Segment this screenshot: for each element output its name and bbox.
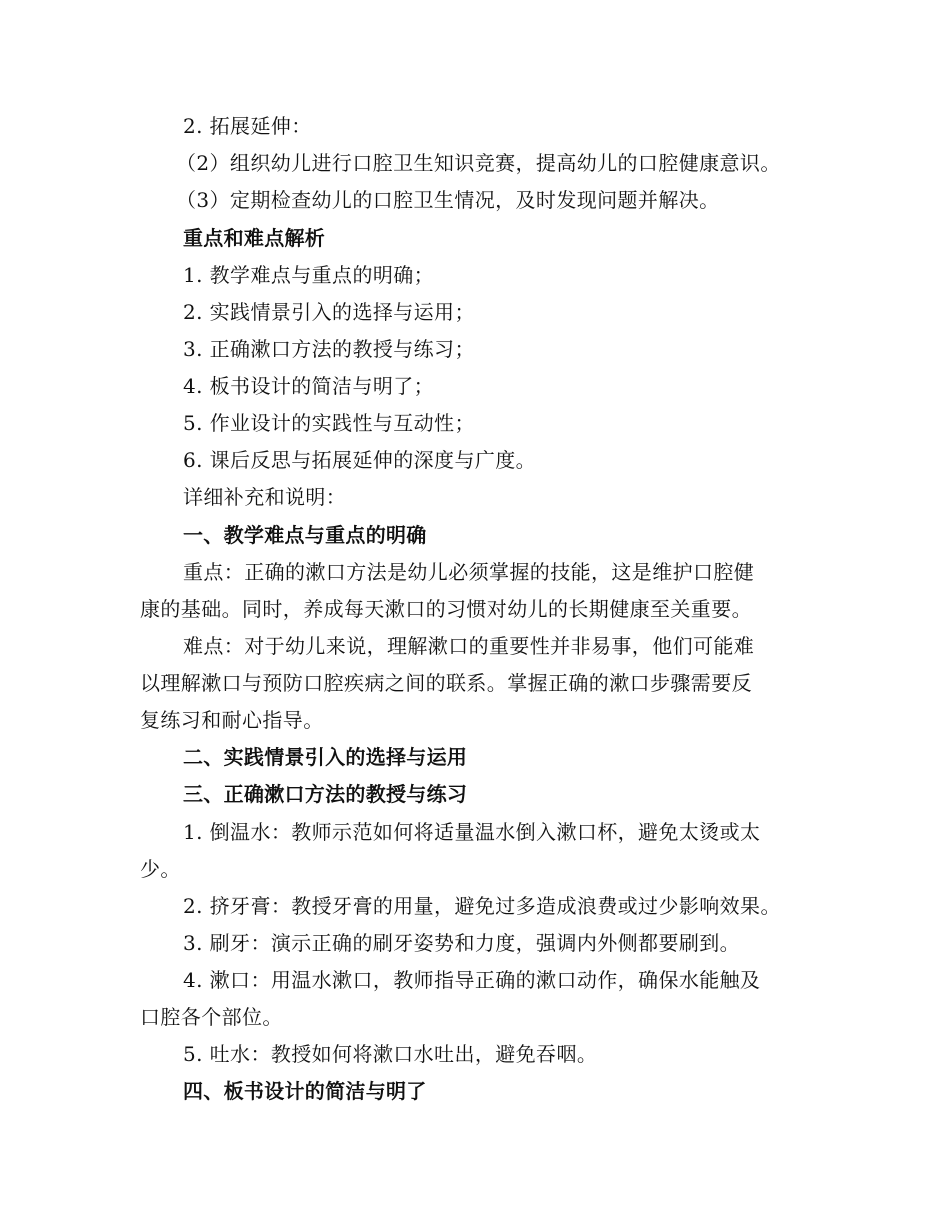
list-item: 4. 漱口：用温水漱口，教师指导正确的漱口动作，确保水能触及 xyxy=(183,968,761,992)
section-heading: 四、板书设计的简洁与明了 xyxy=(183,1079,427,1103)
section-heading: 重点和难点解析 xyxy=(183,226,326,250)
paragraph-line: 复练习和耐心指导。 xyxy=(140,708,324,732)
list-item: 5. 作业设计的实践性与互动性； xyxy=(183,411,475,435)
paragraph-line: 难点：对于幼儿来说，理解漱口的重要性并非易事，他们可能难 xyxy=(183,634,755,658)
list-item-continuation: 口腔各个部位。 xyxy=(140,1005,283,1029)
paragraph-label: 详细补充和说明： xyxy=(183,485,347,509)
list-item-continuation: 少。 xyxy=(140,857,181,881)
list-item: 4. 板书设计的简洁与明了； xyxy=(183,374,435,398)
list-item: 2. 挤牙膏：教授牙膏的用量，避免过多造成浪费或过少影响效果。 xyxy=(183,894,781,918)
list-item: 2. 实践情景引入的选择与运用； xyxy=(183,300,475,324)
list-item: 1. 倒温水：教师示范如何将适量温水倒入漱口杯，避免太烫或太 xyxy=(183,820,761,844)
section-heading: 一、教学难点与重点的明确 xyxy=(183,523,427,547)
list-item: 5. 吐水：教授如何将漱口水吐出，避免吞咽。 xyxy=(183,1042,598,1066)
list-item: 3. 刷牙：演示正确的刷牙姿势和力度，强调内外侧都要刷到。 xyxy=(183,931,741,955)
list-item: 3. 正确漱口方法的教授与练习； xyxy=(183,337,475,361)
list-item: 6. 课后反思与拓展延伸的深度与广度。 xyxy=(183,448,537,472)
list-item-extension: 2. 拓展延伸： xyxy=(183,114,312,138)
section-heading: 二、实践情景引入的选择与运用 xyxy=(183,745,468,769)
list-item: 1. 教学难点与重点的明确； xyxy=(183,263,435,287)
paragraph-line: 重点：正确的漱口方法是幼儿必须掌握的技能，这是维护口腔健 xyxy=(183,560,755,584)
list-item-sub-3: （3）定期检查幼儿的口腔卫生情况，及时发现问题并解决。 xyxy=(176,188,720,212)
paragraph-line: 康的基础。同时，养成每天漱口的习惯对幼儿的长期健康至关重要。 xyxy=(140,597,752,621)
list-item-sub-2: （2）组织幼儿进行口腔卫生知识竞赛，提高幼儿的口腔健康意识。 xyxy=(176,151,781,175)
section-heading: 三、正确漱口方法的教授与练习 xyxy=(183,782,468,806)
paragraph-line: 以理解漱口与预防口腔疾病之间的联系。掌握正确的漱口步骤需要反 xyxy=(140,671,752,695)
